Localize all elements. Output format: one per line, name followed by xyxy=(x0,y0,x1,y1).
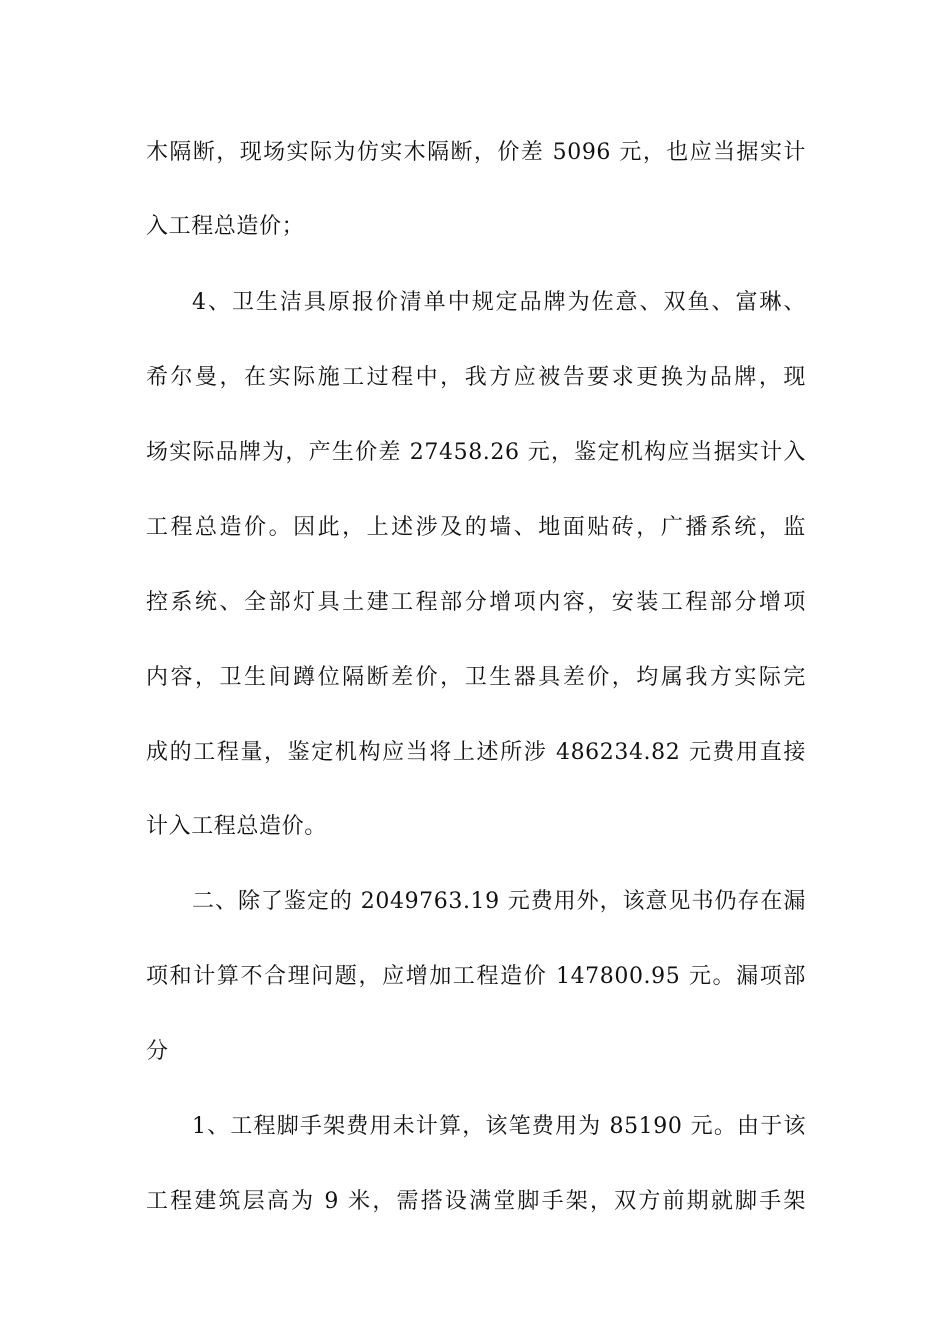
text-line: 工程建筑层高为 9 米，需搭设满堂脚手架，双方前期就脚手架 xyxy=(146,1189,806,1214)
text-line: 二、除了鉴定的 2049763.19 元费用外，该意见书仍存在漏 xyxy=(192,889,806,914)
text-line: 4、卫生洁具原报价清单中规定品牌为佐意、双鱼、富琳、 xyxy=(192,290,806,315)
text-line: 成的工程量，鉴定机构应当将上述所涉 486234.82 元费用直接 xyxy=(146,740,806,765)
text-line: 木隔断，现场实际为仿实木隔断，价差 5096 元，也应当据实计 xyxy=(146,140,806,165)
text-line: 场实际品牌为，产生价差 27458.26 元，鉴定机构应当据实计入 xyxy=(146,440,806,465)
text-line: 分 xyxy=(146,1039,169,1064)
text-line: 入工程总造价； xyxy=(146,214,305,239)
text-line: 计入工程总造价。 xyxy=(146,814,327,839)
text-line: 内容，卫生间蹲位隔断差价，卫生器具差价，均属我方实际完 xyxy=(146,665,806,690)
text-line: 项和计算不合理问题，应增加工程造价 147800.95 元。漏项部 xyxy=(146,964,806,989)
text-line: 控系统、全部灯具土建工程部分增项内容，安装工程部分增项 xyxy=(146,590,806,615)
text-line: 工程总造价。因此，上述涉及的墙、地面贴砖，广播系统，监 xyxy=(146,515,806,540)
text-line: 希尔曼，在实际施工过程中，我方应被告要求更换为品牌，现 xyxy=(146,365,806,390)
text-line: 1、工程脚手架费用未计算，该笔费用为 85190 元。由于该 xyxy=(192,1114,806,1139)
